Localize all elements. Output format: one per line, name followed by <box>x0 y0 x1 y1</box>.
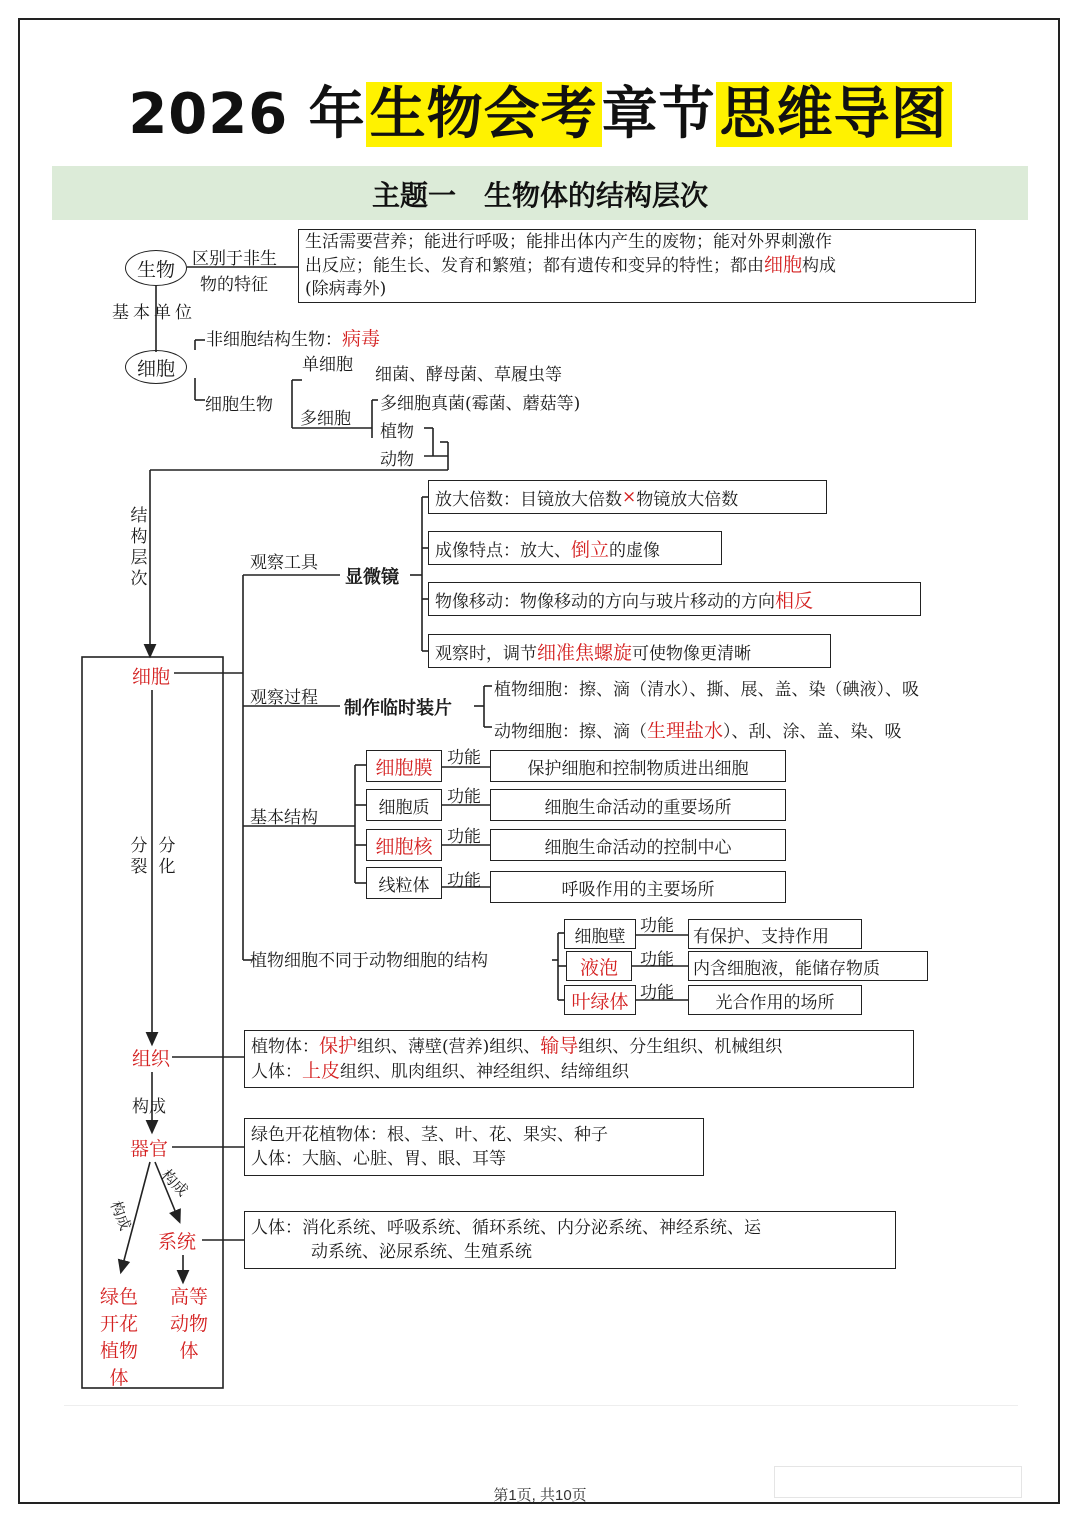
compose-label-left: 构成 <box>106 1198 135 1233</box>
cytoplasm: 细胞质 <box>366 789 442 821</box>
structure-levels-label: 结构层次 <box>130 506 148 589</box>
func-label: 功能 <box>447 787 481 807</box>
topic-title: 主题一 生物体的结构层次 <box>371 179 708 212</box>
organ-box <box>244 1118 704 1176</box>
animal-label: 动物 <box>380 450 414 470</box>
page-title: 2026 年生物会考章节思维导图 <box>0 70 1080 150</box>
level-cell: 细胞 <box>132 666 171 688</box>
tissue-box <box>244 1030 914 1088</box>
plant-label: 植物 <box>380 422 414 442</box>
division-label: 分裂 <box>130 836 148 877</box>
page-number: 第1页, 共10页 <box>493 1487 587 1504</box>
nucleus: 细胞核 <box>366 829 442 861</box>
image-movement-box: 物像移动：物像移动的方向与玻片移动的方向 相反 <box>428 582 921 616</box>
differentiation-label: 分化 <box>158 836 176 877</box>
func-label: 功能 <box>447 871 481 891</box>
vacuole: 液泡 <box>566 951 632 981</box>
system-line-1: 人体：消化系统、呼吸系统、循环系统、内分泌系统、神经系统、运 <box>251 1218 761 1238</box>
magnification-box: 放大倍数：目镜放大倍数 × 物镜放大倍数 <box>428 480 827 514</box>
cell-membrane-function: 保护细胞和控制物质进出细胞 <box>490 750 786 782</box>
func-label: 功能 <box>447 827 481 847</box>
distinct-label-1: 区别于非生 <box>192 249 277 269</box>
cytoplasm-function: 细胞生命活动的重要场所 <box>490 789 786 821</box>
multi-cell-label: 多细胞 <box>300 409 351 429</box>
microscope-label: 显微镜 <box>345 567 399 588</box>
divider <box>64 1405 1018 1406</box>
basic-unit-label: 基本单位 <box>112 303 196 323</box>
animal-cell-steps: 动物细胞：擦、滴（生理盐水）、刮、涂、盖、染、吸 <box>494 720 902 742</box>
level-tissue: 组织 <box>132 1048 171 1070</box>
system-line-2: 动系统、泌尿系统、生殖系统 <box>311 1242 532 1262</box>
features-box <box>298 229 976 303</box>
organ-human-line: 人体：大脑、心脏、胃、眼、耳等 <box>251 1149 506 1169</box>
non-cell-label: 非细胞结构生物：病毒 <box>206 328 381 350</box>
cell-wall: 细胞壁 <box>564 919 636 949</box>
temp-slide-label: 制作临时装片 <box>344 698 452 719</box>
level-system: 系统 <box>158 1231 197 1253</box>
single-cell-label: 单细胞 <box>302 355 353 375</box>
cell-node: 细胞 <box>125 350 187 384</box>
func-label: 功能 <box>640 950 674 970</box>
level-organ: 器官 <box>130 1138 169 1160</box>
func-label: 功能 <box>640 916 674 936</box>
compose-label: 构成 <box>132 1097 166 1117</box>
plant-body: 绿色开花植物体 <box>99 1286 138 1389</box>
mitochondria-function: 呼吸作用的主要场所 <box>490 871 786 903</box>
func-label: 功能 <box>640 983 674 1003</box>
multi-cell-fungi: 多细胞真菌(霉菌、蘑菇等) <box>380 394 581 414</box>
observe-process-label: 观察过程 <box>250 688 318 708</box>
animal-body: 高等动物体 <box>169 1286 208 1362</box>
func-label: 功能 <box>447 748 481 768</box>
plant-diff-label: 植物细胞不同于动物细胞的结构 <box>250 951 488 971</box>
cell-wall-function: 有保护、支持作用 <box>688 919 862 949</box>
compose-label-right: 构成 <box>157 1165 192 1200</box>
cell-organism-label: 细胞生物 <box>205 395 273 415</box>
organ-plant-line: 绿色开花植物体：根、茎、叶、花、果实、种子 <box>251 1125 608 1145</box>
features-line-1: 生活需要营养；能进行呼吸；能排出体内产生的废物；能对外界刺激作 <box>305 232 832 252</box>
vacuole-function: 内含细胞液，能储存物质 <box>688 951 928 981</box>
chloroplast-function: 光合作用的场所 <box>688 985 862 1015</box>
chloroplast: 叶绿体 <box>564 985 636 1015</box>
distinct-label-2: 物的特征 <box>200 275 268 295</box>
single-cell-examples: 细菌、酵母菌、草履虫等 <box>375 365 562 385</box>
organism-node: 生物 <box>125 250 187 286</box>
basic-structure-label: 基本结构 <box>250 808 318 828</box>
features-line-2: 出反应；能生长、发育和繁殖；都有遗传和变异的特性；都由细胞构成 <box>305 254 837 276</box>
observe-tool-label: 观察工具 <box>250 553 318 573</box>
focus-box: 观察时，调节 细准焦螺旋 可使物像更清晰 <box>428 634 831 668</box>
nucleus-function: 细胞生命活动的控制中心 <box>490 829 786 861</box>
features-line-3: (除病毒外) <box>305 279 387 299</box>
plant-cell-steps: 植物细胞：擦、滴（清水）、撕、展、盖、染（碘液）、吸 <box>494 680 919 700</box>
system-box <box>244 1211 896 1269</box>
tissue-human-line: 人体：上皮组织、肌肉组织、神经组织、结缔组织 <box>251 1060 630 1082</box>
cell-membrane: 细胞膜 <box>366 750 442 782</box>
image-feature-box: 成像特点：放大、 倒立 的虚像 <box>428 531 722 565</box>
mitochondria: 线粒体 <box>366 867 442 899</box>
tissue-plant-line: 植物体：保护组织、薄壁(营养)组织、输导组织、分生组织、机械组织 <box>251 1035 783 1057</box>
